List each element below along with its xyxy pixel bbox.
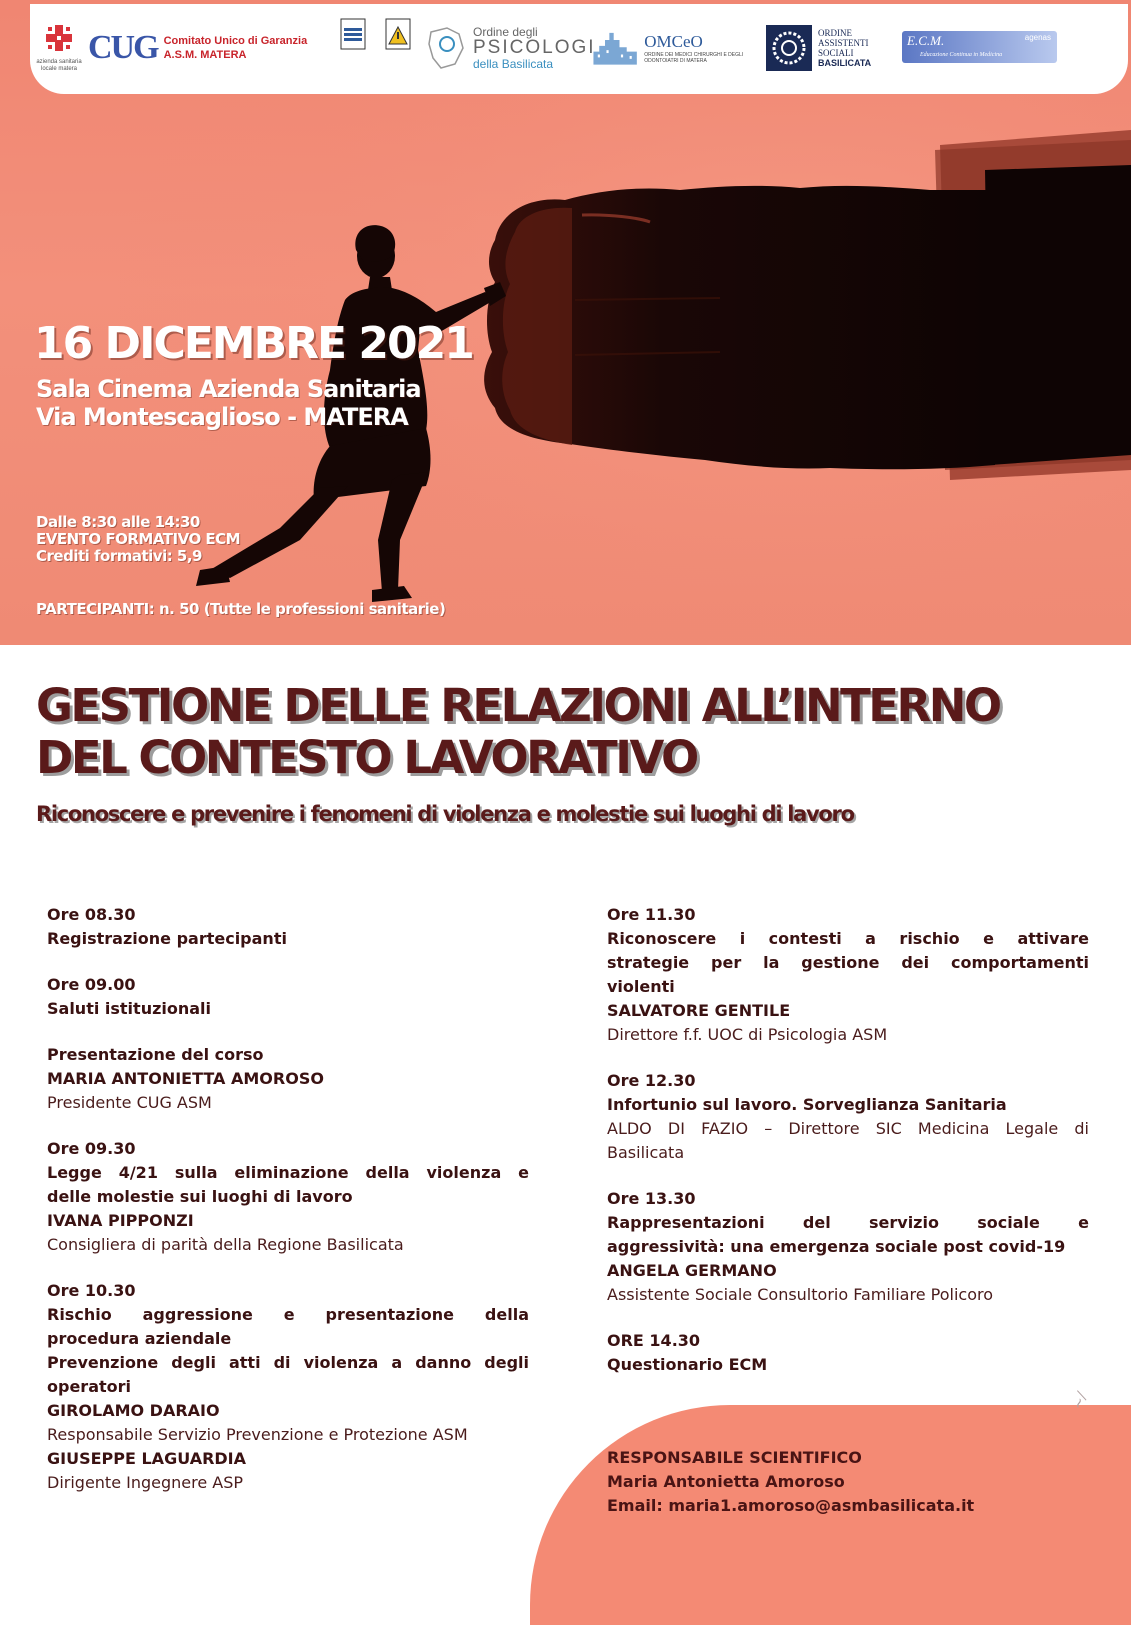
oas-line4: BASILICATA <box>818 58 872 68</box>
psicologi-line1: Ordine degli <box>473 25 538 39</box>
speaker-name: ANGELA GERMANO <box>607 1261 777 1280</box>
session-presentazione <box>47 1043 529 1115</box>
session-time: Ore 12.30 <box>607 1071 696 1090</box>
omceo-subtitle: ORDINE DEI MEDICI CHIRURGHI E DEGLI ODONTOIATRI DI MATERA <box>644 52 744 64</box>
page-title <box>36 680 1000 784</box>
speaker-role: Responsabile Servizio Prevenzione e Protezione ASM <box>47 1425 468 1444</box>
omceo-title: OMCeO <box>644 32 703 51</box>
regione-logo <box>333 18 373 78</box>
event-participants <box>36 600 445 618</box>
cug-logo <box>88 18 328 78</box>
speaker-name: IVANA PIPPONZI <box>47 1211 194 1230</box>
comitato-logo <box>378 18 418 78</box>
session-time: Ore 13.30 <box>607 1189 696 1208</box>
assistenti-sociali-logo <box>766 18 886 78</box>
session-title-line: violenti <box>607 977 675 996</box>
session-time: Ore 09.30 <box>47 1139 136 1158</box>
asm-caption: azienda sanitaria locale matera <box>36 59 82 72</box>
session-title-line: Riconoscere i contesti a rischio e attivare <box>607 929 1089 948</box>
asm-logo <box>30 18 88 78</box>
ecm-subtitle: Educazione Continua in Medicina <box>920 52 1003 58</box>
speaker-name: GIUSEPPE LAGUARDIA <box>47 1449 247 1468</box>
oas-line1: ORDINE <box>818 28 852 38</box>
title-line2: DEL CONTESTO LAVORATIVO <box>36 731 697 784</box>
session-time: Ore 08.30 <box>47 905 136 924</box>
speaker-name: GIROLAMO DARAIO <box>47 1401 220 1420</box>
event-type: EVENTO FORMATIVO ECM <box>36 530 241 548</box>
session-title: Presentazione del corso <box>47 1045 264 1064</box>
speaker-role: Direttore f.f. UOC di Psicologia ASM <box>607 1025 888 1044</box>
asm-cross-icon <box>44 23 74 53</box>
hero-banner <box>0 0 1131 645</box>
omceo-logo <box>592 18 762 78</box>
session-1030 <box>47 1279 529 1495</box>
participants-value: n. 50 (Tutte le professioni sanitarie) <box>159 600 446 618</box>
responsible-block <box>607 1446 974 1518</box>
session-title-line: Rischio aggressione e presentazione della <box>47 1305 529 1324</box>
speaker-role: Consigliera di parità della Regione Basilicata <box>47 1235 404 1254</box>
session-1130 <box>607 903 1089 1047</box>
session-title: Registrazione partecipanti <box>47 929 287 948</box>
session-1330 <box>607 1187 1089 1307</box>
psicologi-line3: della Basilicata <box>473 57 554 71</box>
program-right-column <box>607 903 1089 1399</box>
regione-shield-icon <box>340 18 366 52</box>
event-info <box>36 514 240 565</box>
basilicata-map-icon <box>425 24 467 72</box>
matera-city-icon <box>592 23 638 73</box>
oas-line3: SOCIALI <box>818 48 854 58</box>
event-hours: Dalle 8:30 alle 14:30 <box>36 513 200 531</box>
speaker-name: MARIA ANTONIETTA AMOROSO <box>47 1069 324 1088</box>
speaker-role: Assistente Sociale Consultorio Familiare Policoro <box>607 1285 993 1304</box>
session-title: Saluti istituzionali <box>47 999 212 1018</box>
cug-line2: A.S.M. MATERA <box>163 49 247 61</box>
session-time: Ore 11.30 <box>607 905 696 924</box>
event-venue <box>36 375 421 431</box>
cug-line1: Comitato Unico di Garanzia <box>163 35 308 47</box>
session-time: ORE 14.30 <box>607 1331 701 1350</box>
oas-emblem-icon <box>766 25 812 71</box>
session-title: Infortunio sul lavoro. Sorveglianza Sanitaria <box>607 1095 1007 1114</box>
session-title-line: operatori <box>47 1377 131 1396</box>
event-credits: Crediti formativi: 5,9 <box>36 547 202 565</box>
session-title: Questionario ECM <box>607 1355 768 1374</box>
session-0900 <box>47 973 529 1021</box>
responsible-label: RESPONSABILE SCIENTIFICO <box>607 1448 862 1467</box>
ecm-agenas: agenas <box>1024 33 1051 42</box>
cug-mark: CUG <box>88 29 158 66</box>
session-time: Ore 09.00 <box>47 975 136 994</box>
session-title-line: aggressività: una emergenza sociale post covid-19 <box>607 1237 1066 1256</box>
participants-label: PARTECIPANTI: <box>36 600 155 618</box>
session-time: Ore 10.30 <box>47 1281 136 1300</box>
speaker-role: Dirigente Ingegnere ASP <box>47 1473 244 1492</box>
session-0930 <box>47 1137 529 1257</box>
responsible-email[interactable]: Email: maria1.amoroso@asmbasilicata.it <box>607 1496 975 1515</box>
session-title-line: Legge 4/21 sulla eliminazione della violenza e <box>47 1163 529 1182</box>
warning-sign-icon <box>385 18 411 52</box>
venue-line2: Via Montescaglioso - MATERA <box>36 403 408 431</box>
title-line1: GESTIONE DELLE RELAZIONI ALL’INTERNO <box>36 679 1000 732</box>
speaker-role: ALDO DI FAZIO – Direttore SIC Medicina Legale di <box>607 1119 1089 1138</box>
session-title-line: procedura aziendale <box>47 1329 232 1348</box>
speaker-role: Presidente CUG ASM <box>47 1093 212 1112</box>
session-0830 <box>47 903 529 951</box>
session-title-line: Rappresentazioni del servizio sociale e <box>607 1213 1089 1232</box>
session-1430 <box>607 1329 1089 1377</box>
speaker-role: Basilicata <box>607 1143 685 1162</box>
psicologi-logo <box>425 18 600 78</box>
speaker-name: SALVATORE GENTILE <box>607 1001 791 1020</box>
psicologi-line2: PSICOLOGI <box>473 37 596 58</box>
event-date: 16 DICEMBRE 2021 <box>34 318 473 369</box>
responsible-name: Maria Antonietta Amoroso <box>607 1472 845 1491</box>
ecm-title: E.C.M. <box>907 33 945 48</box>
oas-line2: ASSISTENTI <box>818 38 869 48</box>
ecm-logo <box>902 31 1057 63</box>
program-left-column <box>47 903 529 1517</box>
venue-line1: Sala Cinema Azienda Sanitaria <box>36 375 421 403</box>
page-subtitle: Riconoscere e prevenire i fenomeni di violenza e molestie sui luoghi di lavoro <box>36 802 854 826</box>
session-title-line: delle molestie sui luoghi di lavoro <box>47 1187 353 1206</box>
session-title-line: Prevenzione degli atti di violenza a danno degli <box>47 1353 529 1372</box>
session-title-line: strategie per la gestione dei comportamenti <box>607 953 1089 972</box>
signature-mark: ~/ <box>1069 1390 1091 1412</box>
session-1230 <box>607 1069 1089 1165</box>
